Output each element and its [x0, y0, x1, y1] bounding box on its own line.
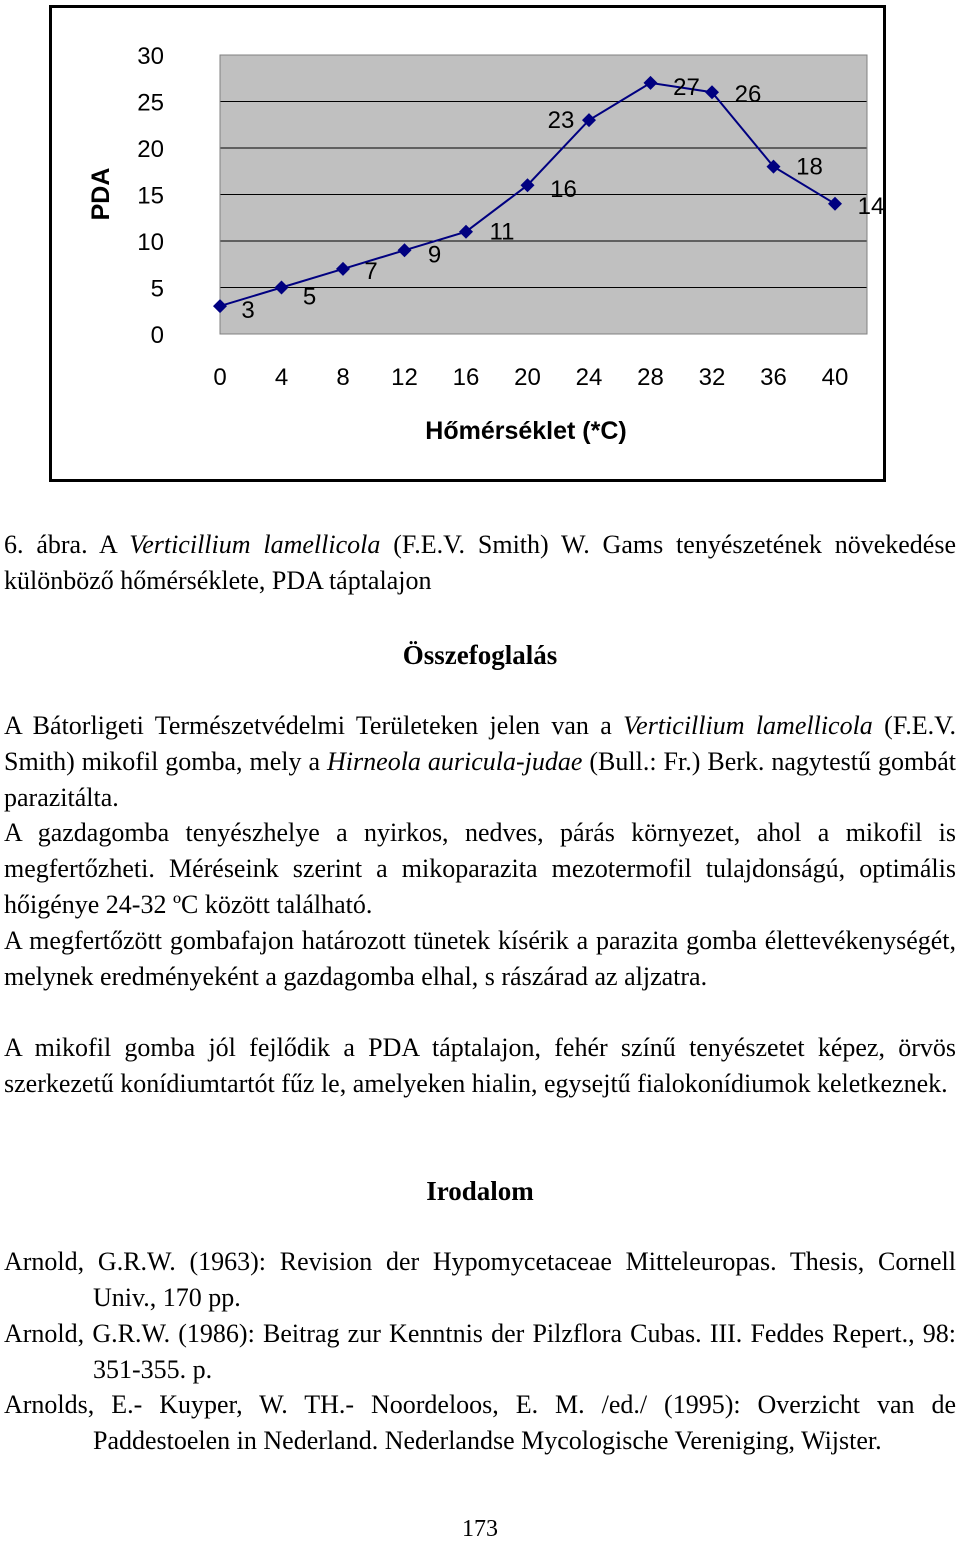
y-axis-label: PDA — [87, 167, 115, 221]
x-tick-label: 4 — [274, 364, 289, 391]
data-label: 9 — [427, 241, 442, 269]
x-tick-label: 32 — [698, 364, 726, 391]
y-tick-label: 25 — [137, 89, 164, 117]
data-label: 7 — [364, 257, 378, 285]
figure-caption — [4, 527, 956, 599]
x-tick-label: 16 — [452, 364, 480, 391]
caption-prefix: 6. ábra. A — [4, 530, 130, 559]
x-tick-label: 0 — [213, 364, 227, 391]
references-heading: Irodalom — [426, 1176, 534, 1206]
y-tick-label: 0 — [150, 322, 164, 349]
reference-item-2: Arnold, G.R.W. (1986): Beitrag zur Kenntnis der Pilzflora Cubas. III. Feddes Repert., 98: 351-355. p. — [4, 1319, 956, 1384]
x-tick-label: 24 — [575, 364, 603, 391]
data-label: 16 — [550, 176, 577, 204]
data-label: 11 — [489, 218, 515, 246]
summary-paragraph-1 — [4, 708, 956, 816]
data-label: 5 — [302, 283, 317, 311]
x-tick-label: 28 — [637, 364, 664, 391]
reference-item-3: Arnolds, E.- Kuyper, W. TH.- Noordeloos, E. M. /ed./ (1995): Overzicht van de Paddestoelen in Nederland. Nederlandse Mycologische Vereniging, Wijster. — [4, 1390, 956, 1455]
y-tick-label: 20 — [137, 136, 164, 163]
data-label: 14 — [857, 192, 885, 220]
chart-frame — [49, 5, 886, 482]
x-tick-label: 20 — [514, 364, 541, 391]
page-number: 173 — [462, 1516, 498, 1542]
x-axis-label: Hőmérséklet (*C) — [425, 417, 627, 445]
y-tick-label: 30 — [137, 43, 164, 70]
summary-paragraph-4: A mikofil gomba jól fejlődik a PDA táptalajon, fehér színű tenyészetet képez, örvös szerkezetű konídiumtartót fűz le, amelyeken hialin, egysejtű fialokonídiumok keletkeznek. — [4, 1033, 956, 1098]
y-tick-label: 5 — [150, 275, 164, 303]
x-tick-label: 36 — [760, 364, 787, 391]
caption-species: Verticillium lamellicola — [129, 530, 381, 559]
p1-species-2: Hirneola auricula-judae — [327, 747, 583, 776]
summary-paragraph-3: A megfertőzött gombafajon határozott tünetek kísérik a parazita gomba élettevékenységét, melynek eredményeként a gazdagomba elhal, s rászárad az aljzatra. — [4, 926, 956, 991]
data-label: 26 — [734, 81, 762, 109]
temperature-growth-chart — [52, 8, 889, 485]
data-label: 23 — [547, 107, 575, 135]
x-tick-label: 40 — [821, 364, 849, 391]
data-label: 27 — [673, 73, 700, 101]
reference-item-1: Arnold, G.R.W. (1963): Revision der Hypomycetaceae Mitteleuropas. Thesis, Cornell Univ., 170 pp. — [4, 1247, 956, 1312]
x-tick-label: 12 — [391, 364, 418, 391]
p1-text-2: (F.E.V. Smith) mikofil gomba, mely a — [4, 711, 957, 776]
summary-paragraph-2: A gazdagomba tenyészhelye a nyirkos, nedves, párás környezet, ahol a mikofil is megfertőzheti. Méréseink szerint a mikoparazita mezotermofil tulajdonságú, optimális hőigénye 24-32 ºC között található. — [4, 818, 956, 919]
x-tick-label: 8 — [336, 364, 350, 391]
p1-text-1: A Bátorligeti Természetvédelmi Területeken jelen van a — [4, 711, 624, 740]
summary-heading: Összefoglalás — [402, 640, 558, 670]
p1-species-1: Verticillium lamellicola — [623, 711, 873, 740]
p1-text-3: (Bull.: Fr.) Berk. nagytestű gombát parazitálta. — [4, 747, 956, 812]
y-tick-label: 10 — [137, 229, 164, 256]
caption-rest: (F.E.V. Smith) W. Gams tenyészetének növekedése különböző hőmérséklete, PDA táptalajon — [4, 530, 956, 595]
y-tick-label: 15 — [137, 182, 164, 210]
data-label: 18 — [796, 153, 823, 181]
data-label: 3 — [241, 297, 255, 325]
